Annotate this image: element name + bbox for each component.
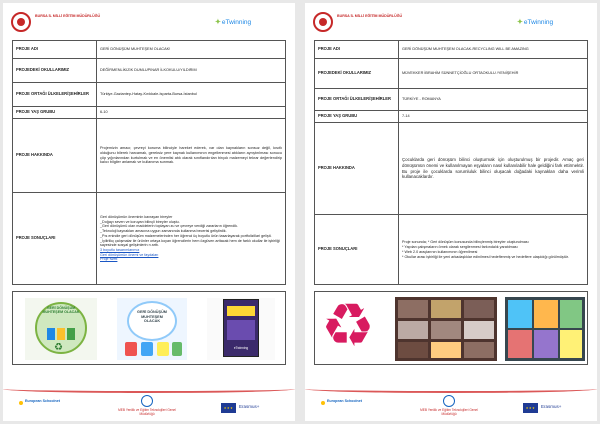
- project-images: [314, 291, 588, 365]
- meb-title: MEB Yenilik ve Eğitim Teknolojileri Genel Müdürlüğü: [118, 408, 176, 416]
- row-schools: [315, 59, 588, 89]
- etwinning-mark-icon: ✦: [215, 19, 221, 26]
- recycle-icon: ♻: [54, 342, 63, 353]
- label-project-name: PROJE ADI: [13, 41, 97, 59]
- result-line: * Yapılan çalışmaların örnek olarak sergilenmesi farkındalık yaratılması: [402, 244, 518, 249]
- row-project-name: [315, 41, 588, 59]
- value-results: [97, 193, 286, 285]
- meb-emblem-icon: [141, 395, 153, 407]
- label-partners: PROJE ORTAĞI ÜLKELER/ŞEHİRLER: [315, 89, 399, 111]
- project-images: [12, 291, 286, 365]
- value-project-name: GERİ DÖNÜŞÜM MUHTEŞEM OLACAK!: [97, 41, 286, 59]
- value-age-group: 7-14: [399, 111, 588, 123]
- result-line: _Teknoloji kaynakları amacına uygun zamanında kullanma becerisi geliştirdik.: [100, 229, 227, 234]
- value-about: Çocuklarda geri dönüşüm bilinci oluşturmak için oluşturulmuş bir projedir. Amaç geri dönüşümün önemi ve kullanılmayan eşyaların nasıl kullanılabilir hale geldiğini fark ettirmektir. Bu proje ile çocuklarda sorumluluk bilinci oluşacak doğadaki kaynakları daha verimli kullanacaklardır.: [399, 123, 588, 215]
- result-line: * Okullar arası işbirliği ile yeni arkadaşlıklar edinilmesi hedeflenmiş ve hedeflere ulaşıldığı görülmüştür.: [402, 254, 569, 259]
- recycle-symbol-image: [319, 297, 387, 361]
- link-recycling-importance[interactable]: Geri dönüşümün önemi ve faydaları: [100, 252, 159, 257]
- row-schools: [13, 59, 286, 83]
- label-schools: PROJEDEKİ OKULLARIMIZ: [315, 59, 399, 89]
- meb-title: MEB Yenilik ve Eğitim Teknolojileri Genel Müdürlüğü: [420, 408, 478, 416]
- result-line: _İyilirlikç çalışmalar ile ürünler ortaya koyan öğrencilerin hem özgüven arttacak hem de farklı okullar ile işbirliği sayesinde sosyal gelişimlerin n arttı.: [100, 238, 280, 248]
- etwinning-logo: ✦ eTwinning: [215, 18, 252, 26]
- result-line: _Doğayı seven ve koruyan bilinçli bireyler oluştu.: [100, 219, 180, 224]
- row-about: [13, 119, 286, 193]
- row-partners: [315, 89, 588, 111]
- value-about: Projemizin amacı; çevreyi koruma bilinciyle hareket ederek, var olan kaynakların sonsuz değil, kısıtlı olduğunu bilerek harcamak, gereksiz yere kaynak kullanımının engellenmesi atıkların ayrıştırılması sonucu çöp yığınlarından kurtulmak ve en önemlisi atık olarak sınıflandırılan birçok malzemeyi tekrar değerlendirip kalıcı bilgiler anlamak ve kullanıma sunmak.: [97, 119, 286, 193]
- meb-logo-text: BURSA İL MİLLİ EĞİTİM MÜDÜRLÜĞÜ: [337, 14, 403, 18]
- result-line: Proje sonunda; * Geri dönüşüm konusunda bilinçlenmiş bireyler oluşturulması: [402, 239, 529, 244]
- erasmus-logo: Erasmus+: [541, 404, 562, 409]
- right-page: [305, 3, 597, 421]
- value-results: [399, 215, 588, 285]
- project-info-table: [12, 40, 286, 285]
- student-work-image: [505, 297, 585, 361]
- left-page: [3, 3, 295, 421]
- european-schoolnet-logo: European Schoolnet: [25, 399, 60, 403]
- european-schoolnet-logo: European Schoolnet: [327, 399, 362, 403]
- value-project-name: GERİ DÖNÜŞÜM MUHTEŞEM OLACAK-RECYCLING WILL BE AMAZING: [399, 41, 588, 59]
- label-schools: PROJEDEKİ OKULLARIMIZ: [13, 59, 97, 83]
- page-header: [305, 3, 597, 39]
- etwinning-logo: ✦ eTwinning: [517, 18, 554, 26]
- result-line: _Geri dönüşümü olan maddelerin toplayan zu ve çevreye verdiği zararların öğrendik.: [100, 224, 238, 229]
- result-line: * Web 2.0 araçlarının kullanımının öğrenilmesi: [402, 249, 478, 254]
- row-age-group: [13, 107, 286, 119]
- activity-collage-image: [395, 297, 497, 361]
- label-project-name: PROJE ADI: [315, 41, 399, 59]
- label-partners: PROJE ORTAĞI ÜLKELER/ŞEHİRLER: [13, 83, 97, 107]
- meb-emblem-icon: [443, 395, 455, 407]
- link-3d-designs[interactable]: 3 boyutlu tasarımlarımız: [100, 247, 140, 252]
- row-about: [315, 123, 588, 215]
- eu-flag-icon: ★★★: [523, 403, 538, 413]
- value-partners: TÜRKİYE - ROMANYA: [399, 89, 588, 111]
- label-about: PROJE HAKKINDA: [315, 123, 399, 215]
- result-line: _Pıs enindie geri dönüşüm malzemelerinden her öğrenci üç boyutlu ürün tasarlayarak portfolizillari gelişti.: [100, 233, 272, 238]
- row-project-name: [13, 41, 286, 59]
- label-age-group: PROJE YAŞ GRUBU: [315, 111, 399, 123]
- recycle-icon: ♻: [321, 297, 375, 359]
- page-header: [3, 3, 295, 39]
- page-footer: [305, 385, 597, 421]
- certificate-caption: eTwinning: [233, 346, 249, 350]
- row-results: [13, 193, 286, 285]
- project-info-table: [314, 40, 588, 285]
- eu-flag-icon: ★★★: [221, 403, 236, 413]
- page-footer: [3, 385, 295, 421]
- label-age-group: PROJE YAŞ GRUBU: [13, 107, 97, 119]
- row-results: [315, 215, 588, 285]
- link-project-tweet[interactable]: Proje twett: [100, 257, 118, 262]
- row-age-group: [315, 111, 588, 123]
- value-partners: Türkiye-Gaziantep-Hatay-Kırıkkale-Isparta-Bursa-İstanbul: [97, 83, 286, 107]
- label-about: PROJE HAKKINDA: [13, 119, 97, 193]
- etwinning-mark-icon: ✦: [517, 19, 523, 26]
- poster-caption: GERİ DÖNÜŞÜM MUHTEŞEM OLACAK: [42, 306, 80, 315]
- value-schools: MÜVEKKER İBRAHİM SÜNNETÇİOĞLU ORTAOKULU /YENİŞEHİR: [399, 59, 588, 89]
- label-results: PROJE SONUÇLARI: [315, 215, 399, 285]
- value-schools: DEĞİRMENLİKIZIK DUMLUPINAR İLKOKULU/YILDIRIM: [97, 59, 286, 83]
- logo-caption: GERİ DÖNÜŞÜM MUHTEŞEM OLACAK: [137, 310, 167, 324]
- meb-logo-text: BURSA İL MİLLİ EĞİTİM MÜDÜRLÜĞÜ: [35, 14, 101, 18]
- value-age-group: 6-10: [97, 107, 286, 119]
- erasmus-logo: Erasmus+: [239, 404, 260, 409]
- meb-logo: [313, 12, 333, 32]
- result-line: Geri dönüşümün öneminin kavrayan bireyler: [100, 214, 173, 219]
- project-logo-image: [117, 298, 187, 360]
- row-partners: [13, 83, 286, 107]
- project-certificate-image: [207, 298, 275, 360]
- meb-logo: [11, 12, 31, 32]
- label-results: PROJE SONUÇLARI: [13, 193, 97, 285]
- project-poster-image: [25, 298, 97, 360]
